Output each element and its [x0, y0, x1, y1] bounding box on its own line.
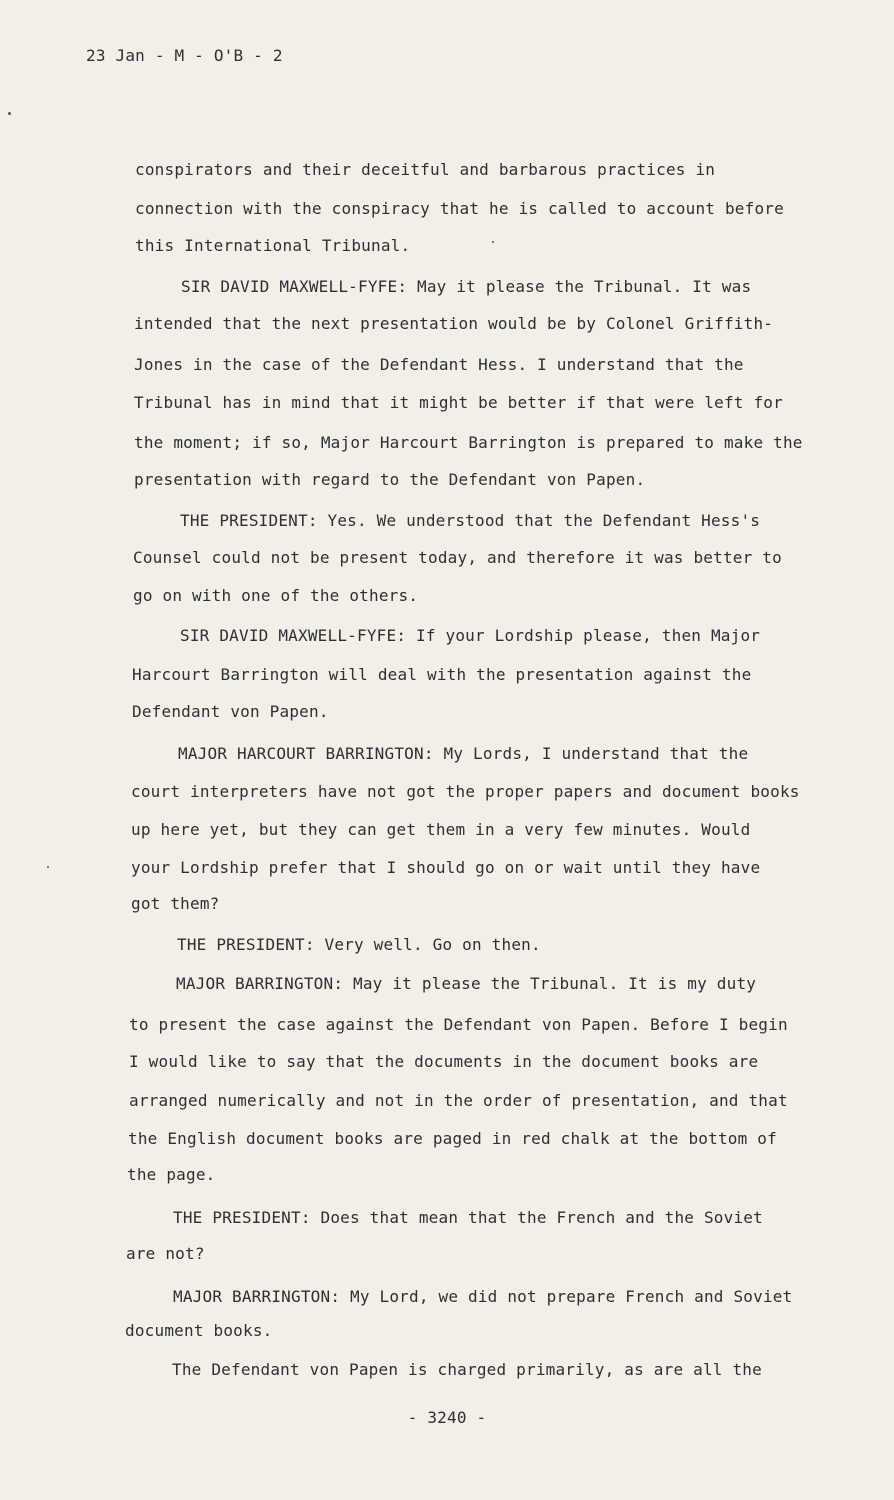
page-number: - 3240 - — [407, 1408, 487, 1427]
text-line: I would like to say that the documents in the document books are — [129, 1052, 759, 1071]
page-header: 23 Jan - M - O'B - 2 — [86, 46, 283, 65]
text-line: SIR DAVID MAXWELL-FYFE: If your Lordship please, then Major — [180, 626, 761, 645]
text-line: the English document books are paged in red chalk at the bottom of — [128, 1129, 777, 1148]
text-line: the page. — [127, 1165, 216, 1184]
text-line: Defendant von Papen. — [132, 702, 329, 721]
text-line: Tribunal has in mind that it might be better if that were left for — [134, 393, 783, 412]
text-line: arranged numerically and not in the order of presentation, and that — [129, 1091, 788, 1110]
text-line: THE PRESIDENT: Yes. We understood that the Defendant Hess's — [180, 511, 761, 530]
text-line: The Defendant von Papen is charged primarily, as are all the — [172, 1360, 762, 1379]
text-line: SIR DAVID MAXWELL-FYFE: May it please the Tribunal. It was — [181, 277, 752, 296]
text-line: got them? — [131, 894, 220, 913]
text-line: court interpreters have not got the proper papers and document books — [131, 782, 800, 801]
text-line: MAJOR HARCOURT BARRINGTON: My Lords, I understand that the — [178, 744, 749, 763]
text-line: the moment; if so, Major Harcourt Barrington is prepared to make the — [134, 433, 803, 452]
text-line: Jones in the case of the Defendant Hess. I understand that the — [134, 355, 744, 374]
text-line: conspirators and their deceitful and barbarous practices in — [135, 160, 716, 179]
text-line: Counsel could not be present today, and therefore it was better to — [133, 548, 782, 567]
paper-speck — [8, 112, 11, 115]
text-line: to present the case against the Defendant von Papen. Before I begin — [129, 1015, 788, 1034]
text-line: connection with the conspiracy that he is called to account before — [135, 199, 784, 218]
text-line: THE PRESIDENT: Very well. Go on then. — [177, 935, 541, 954]
text-line: Harcourt Barrington will deal with the presentation against the — [132, 665, 752, 684]
text-line: your Lordship prefer that I should go on or wait until they have — [131, 858, 761, 877]
text-line: up here yet, but they can get them in a very few minutes. Would — [131, 820, 751, 839]
text-line: MAJOR BARRINGTON: May it please the Tribunal. It is my duty — [176, 974, 757, 993]
text-line: intended that the next presentation would be by Colonel Griffith- — [134, 314, 774, 333]
text-line: document books. — [125, 1321, 273, 1340]
paper-speck — [47, 866, 49, 868]
paper-speck — [492, 241, 494, 243]
text-line: go on with one of the others. — [133, 586, 419, 605]
text-line: presentation with regard to the Defendant von Papen. — [134, 470, 646, 489]
text-line: MAJOR BARRINGTON: My Lord, we did not prepare French and Soviet — [173, 1287, 793, 1306]
text-line: this International Tribunal. — [135, 236, 411, 255]
text-line: THE PRESIDENT: Does that mean that the French and the Soviet — [173, 1208, 763, 1227]
text-line: are not? — [126, 1244, 205, 1263]
